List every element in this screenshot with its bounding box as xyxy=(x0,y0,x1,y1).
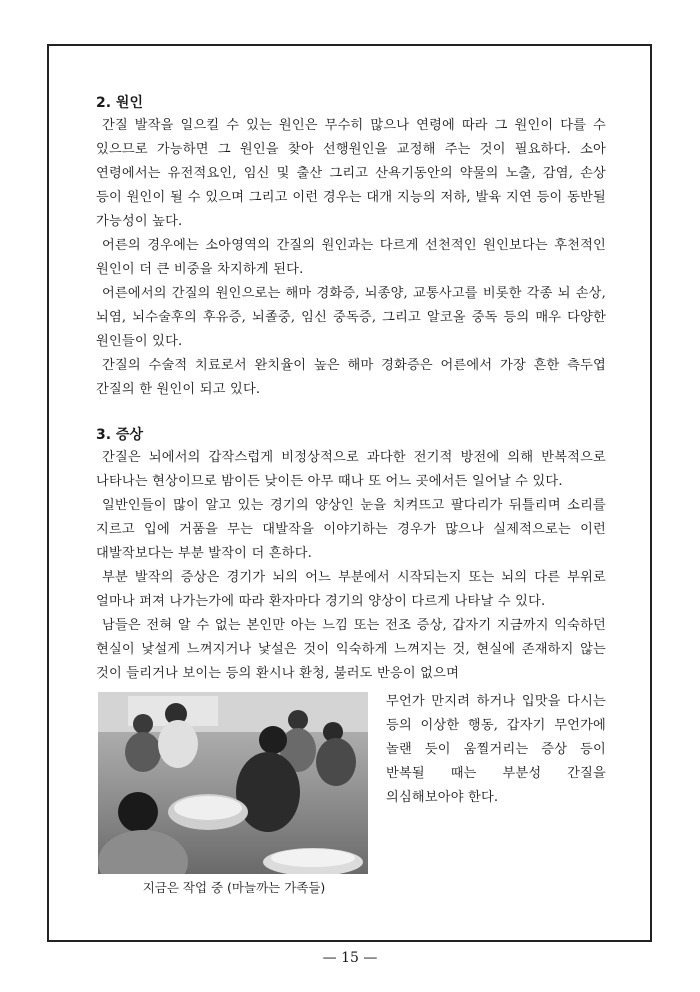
section-symptoms xyxy=(96,424,606,920)
section-cause xyxy=(96,92,606,402)
paragraph: 부분 발작의 증상은 경기가 뇌의 어느 부분에서 시작되는지 또는 뇌의 다른 부위로 얼마나 퍼져 나가는가에 따라 환자마다 경기의 양상이 다르게 나타날 수 있다. xyxy=(96,570,606,609)
paragraph: 남들은 전혀 알 수 없는 본인만 아는 느낌 또는 전조 증상, 갑자기 지금까지 익숙하던 현실이 낯설게 느껴지거나 낯설은 것이 익숙하게 느껴지는 것, 현실에 존재하지 않는 것이 들리거나 보이는 등의 환시나 환청, 불러도 반응이 없으며 xyxy=(96,618,606,681)
paragraph: 어른의 경우에는 소아영역의 간질의 원인과는 다르게 선천적인 원인보다는 후천적인 원인이 더 큰 비중을 차지하게 된다. xyxy=(96,238,606,277)
paragraph: 일반인들이 많이 알고 있는 경기의 양상인 눈을 치켜뜨고 팔다리가 뒤틀리며 소리를 지르고 입에 거품을 무는 대발작을 이야기하는 경우가 많으나 실제적으로는 이런 대발작보다는 부분 발작이 더 흔하다. xyxy=(96,498,606,561)
paragraph: 어른에서의 간질의 원인으로는 해마 경화증, 뇌종양, 교통사고를 비롯한 각종 뇌 손상, 뇌염, 뇌수술후의 후유증, 뇌졸중, 임신 중독증, 그리고 알코올 중독 등의 매우 다양한 원인들이 있다. xyxy=(96,286,606,349)
family-photo xyxy=(98,692,368,874)
document-body xyxy=(96,92,606,920)
section-title-symptoms: 3. 증상 xyxy=(96,427,143,443)
wrapped-text xyxy=(386,690,606,810)
figure-block xyxy=(96,690,606,920)
paragraph: 간질 발작을 일으킬 수 있는 원인은 무수히 많으나 연령에 따라 그 원인이 다를 수 있으므로 가능하면 그 원인을 찾아 선행원인을 교정해 주는 것이 필요하다. 소아 연령에서는 유전적요인, 임신 및 출산 그리고 산욕기동안의 약물의 노출, 감염, 손상 등이 원인이 될 수 있으며 그리고 이런 경우는 대개 지능의 저하, 발육 지연 등이 동반될 가능성이 높다. xyxy=(96,118,606,229)
photo-illustration xyxy=(98,692,368,874)
page-number: — 15 — xyxy=(322,950,378,966)
paragraph: 간질은 뇌에서의 갑작스럽게 비정상적으로 과다한 전기적 방전에 의해 반복적으로 나타나는 현상이므로 밤이든 낮이든 아무 때나 또 어느 곳에서든 일어날 수 있다. xyxy=(96,450,606,489)
paragraph: 간질의 수술적 치료로서 완치율이 높은 해마 경화증은 어른에서 가장 흔한 측두엽 간질의 한 원인이 되고 있다. xyxy=(96,358,606,397)
paragraph: 무언가 만지려 하거나 입맛을 다시는 등의 이상한 행동, 갑자기 무언가에 놀랜 듯이 움찔거리는 증상 등이 반복될 때는 부분성 간질을 의심해보아야 한다. xyxy=(386,694,606,805)
section-title-cause: 2. 원인 xyxy=(96,95,143,111)
photo-caption: 지금은 작업 중 (마늘까는 가족들) xyxy=(142,880,326,895)
